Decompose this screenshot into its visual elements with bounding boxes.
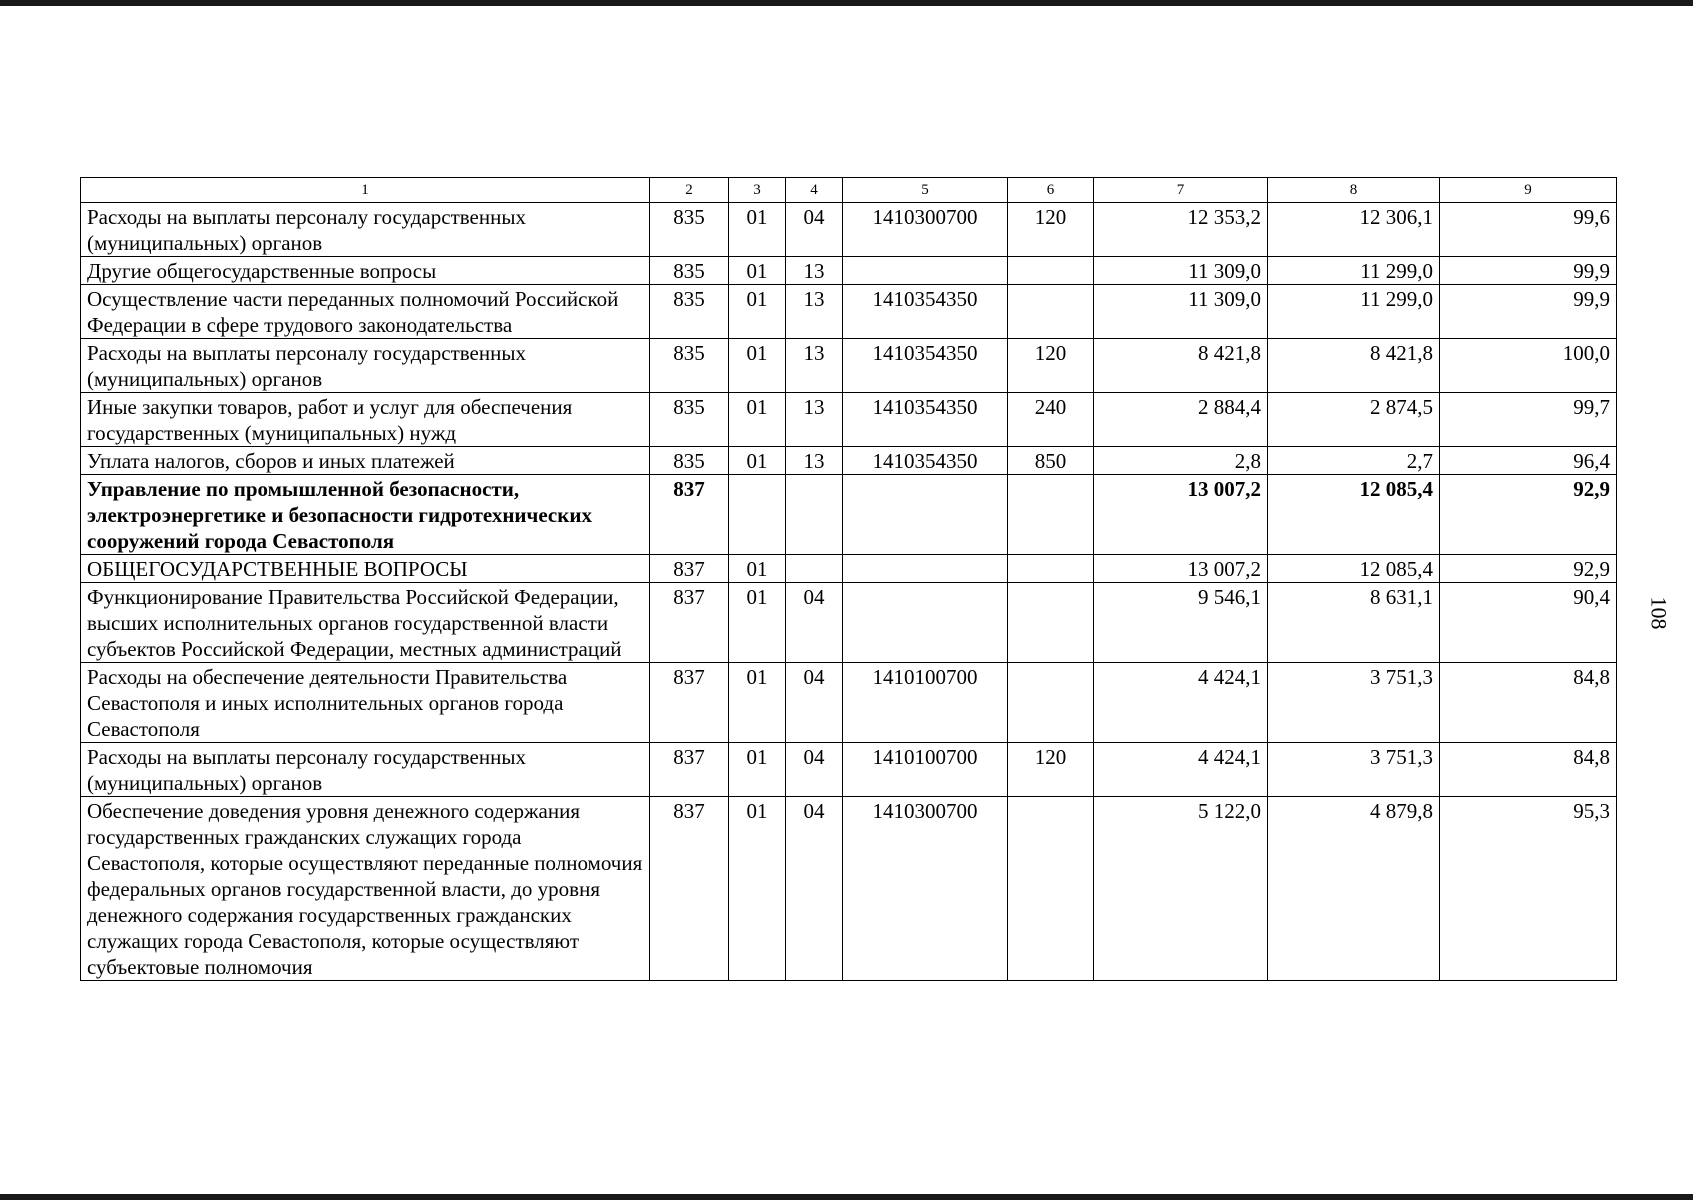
- section-code-cell: 01: [729, 663, 786, 743]
- actual-amount-cell: 12 085,4: [1268, 475, 1440, 555]
- actual-amount-cell: 11 299,0: [1268, 257, 1440, 285]
- table-row: [81, 393, 1617, 447]
- column-header: 3: [729, 178, 786, 203]
- execution-percent-cell: 99,9: [1440, 285, 1617, 339]
- row-name-cell: Другие общегосударственные вопросы: [81, 257, 650, 285]
- actual-amount-cell: 3 751,3: [1268, 743, 1440, 797]
- section-code-cell: 01: [729, 555, 786, 583]
- column-header: 9: [1440, 178, 1617, 203]
- admin-code-cell: 835: [650, 203, 729, 257]
- row-name-cell: Управление по промышленной безопасности, электроэнергетике и безопасности гидротехнических сооружений города Севастополя: [81, 475, 650, 555]
- subsection-code-cell: 13: [786, 339, 843, 393]
- section-code-cell: 01: [729, 447, 786, 475]
- expense-type-cell: [1008, 285, 1094, 339]
- expense-type-cell: 120: [1008, 203, 1094, 257]
- table-row: [81, 555, 1617, 583]
- subsection-code-cell: 04: [786, 663, 843, 743]
- actual-amount-cell: 8 421,8: [1268, 339, 1440, 393]
- admin-code-cell: 837: [650, 797, 729, 981]
- table-row: [81, 743, 1617, 797]
- section-code-cell: 01: [729, 797, 786, 981]
- subsection-code-cell: 04: [786, 583, 843, 663]
- row-name-cell: Обеспечение доведения уровня денежного содержания государственных гражданских служащих города Севастополя, которые осуществляют переданные полномочия федеральных органов государственной власти, до уровня денежного содержания государственных гражданских служащих города Севастополя, которые осуществляют субъектовые полномочия: [81, 797, 650, 981]
- execution-percent-cell: 99,7: [1440, 393, 1617, 447]
- subsection-code-cell: 04: [786, 743, 843, 797]
- target-article-cell: 1410354350: [843, 447, 1008, 475]
- expense-type-cell: 120: [1008, 743, 1094, 797]
- budget-execution-table: [80, 177, 1617, 981]
- expense-type-cell: [1008, 257, 1094, 285]
- subsection-code-cell: [786, 475, 843, 555]
- planned-amount-cell: 4 424,1: [1094, 663, 1268, 743]
- subsection-code-cell: 13: [786, 285, 843, 339]
- target-article-cell: 1410354350: [843, 393, 1008, 447]
- planned-amount-cell: 4 424,1: [1094, 743, 1268, 797]
- actual-amount-cell: 2 874,5: [1268, 393, 1440, 447]
- target-article-cell: 1410354350: [843, 339, 1008, 393]
- column-header: 7: [1094, 178, 1268, 203]
- expense-type-cell: 850: [1008, 447, 1094, 475]
- target-article-cell: [843, 257, 1008, 285]
- planned-amount-cell: 2,8: [1094, 447, 1268, 475]
- admin-code-cell: 837: [650, 583, 729, 663]
- execution-percent-cell: 84,8: [1440, 743, 1617, 797]
- section-code-cell: 01: [729, 339, 786, 393]
- planned-amount-cell: 5 122,0: [1094, 797, 1268, 981]
- expense-type-cell: 240: [1008, 393, 1094, 447]
- expense-type-cell: [1008, 797, 1094, 981]
- target-article-cell: [843, 583, 1008, 663]
- planned-amount-cell: 8 421,8: [1094, 339, 1268, 393]
- column-header: 8: [1268, 178, 1440, 203]
- table-row: [81, 475, 1617, 555]
- table-row: [81, 285, 1617, 339]
- expense-type-cell: [1008, 663, 1094, 743]
- scan-edge-bottom: [0, 1194, 1693, 1200]
- table-row: [81, 257, 1617, 285]
- admin-code-cell: 835: [650, 257, 729, 285]
- execution-percent-cell: 99,9: [1440, 257, 1617, 285]
- row-name-cell: Расходы на обеспечение деятельности Правительства Севастополя и иных исполнительных органов города Севастополя: [81, 663, 650, 743]
- row-name-cell: Уплата налогов, сборов и иных платежей: [81, 447, 650, 475]
- target-article-cell: [843, 555, 1008, 583]
- admin-code-cell: 837: [650, 663, 729, 743]
- planned-amount-cell: 12 353,2: [1094, 203, 1268, 257]
- column-header: 1: [81, 178, 650, 203]
- expense-type-cell: [1008, 583, 1094, 663]
- planned-amount-cell: 11 309,0: [1094, 285, 1268, 339]
- admin-code-cell: 837: [650, 555, 729, 583]
- execution-percent-cell: 84,8: [1440, 663, 1617, 743]
- admin-code-cell: 835: [650, 393, 729, 447]
- actual-amount-cell: 2,7: [1268, 447, 1440, 475]
- page-number: 108: [1646, 596, 1672, 630]
- expense-type-cell: 120: [1008, 339, 1094, 393]
- row-name-cell: Расходы на выплаты персоналу государственных (муниципальных) органов: [81, 339, 650, 393]
- planned-amount-cell: 11 309,0: [1094, 257, 1268, 285]
- target-article-cell: 1410300700: [843, 797, 1008, 981]
- section-code-cell: 01: [729, 393, 786, 447]
- row-name-cell: Расходы на выплаты персоналу государственных (муниципальных) органов: [81, 203, 650, 257]
- admin-code-cell: 837: [650, 475, 729, 555]
- admin-code-cell: 835: [650, 339, 729, 393]
- target-article-cell: 1410100700: [843, 743, 1008, 797]
- row-name-cell: Осуществление части переданных полномочий Российской Федерации в сфере трудового законодательства: [81, 285, 650, 339]
- section-code-cell: 01: [729, 257, 786, 285]
- admin-code-cell: 835: [650, 447, 729, 475]
- subsection-code-cell: 04: [786, 797, 843, 981]
- section-code-cell: 01: [729, 743, 786, 797]
- section-code-cell: 01: [729, 285, 786, 339]
- subsection-code-cell: 04: [786, 203, 843, 257]
- table-row: [81, 447, 1617, 475]
- target-article-cell: 1410100700: [843, 663, 1008, 743]
- subsection-code-cell: 13: [786, 257, 843, 285]
- actual-amount-cell: 12 306,1: [1268, 203, 1440, 257]
- subsection-code-cell: 13: [786, 393, 843, 447]
- table-row: [81, 797, 1617, 981]
- table-row: [81, 663, 1617, 743]
- row-name-cell: Функционирование Правительства Российской Федерации, высших исполнительных органов государственной власти субъектов Российской Федерации, местных администраций: [81, 583, 650, 663]
- table-row: [81, 583, 1617, 663]
- subsection-code-cell: 13: [786, 447, 843, 475]
- actual-amount-cell: 8 631,1: [1268, 583, 1440, 663]
- execution-percent-cell: 99,6: [1440, 203, 1617, 257]
- table-row: [81, 339, 1617, 393]
- column-header: 2: [650, 178, 729, 203]
- column-header: 4: [786, 178, 843, 203]
- expense-type-cell: [1008, 475, 1094, 555]
- execution-percent-cell: 96,4: [1440, 447, 1617, 475]
- actual-amount-cell: 12 085,4: [1268, 555, 1440, 583]
- actual-amount-cell: 11 299,0: [1268, 285, 1440, 339]
- execution-percent-cell: 100,0: [1440, 339, 1617, 393]
- row-name-cell: Расходы на выплаты персоналу государственных (муниципальных) органов: [81, 743, 650, 797]
- planned-amount-cell: 13 007,2: [1094, 475, 1268, 555]
- execution-percent-cell: 92,9: [1440, 555, 1617, 583]
- actual-amount-cell: 4 879,8: [1268, 797, 1440, 981]
- column-header: 5: [843, 178, 1008, 203]
- scan-edge-top: [0, 0, 1693, 6]
- target-article-cell: 1410300700: [843, 203, 1008, 257]
- target-article-cell: [843, 475, 1008, 555]
- column-number-header-row: [81, 178, 1617, 203]
- row-name-cell: ОБЩЕГОСУДАРСТВЕННЫЕ ВОПРОСЫ: [81, 555, 650, 583]
- table-body: [81, 203, 1617, 981]
- section-code-cell: 01: [729, 203, 786, 257]
- column-header: 6: [1008, 178, 1094, 203]
- planned-amount-cell: 13 007,2: [1094, 555, 1268, 583]
- table-row: [81, 203, 1617, 257]
- section-code-cell: [729, 475, 786, 555]
- admin-code-cell: 837: [650, 743, 729, 797]
- execution-percent-cell: 90,4: [1440, 583, 1617, 663]
- section-code-cell: 01: [729, 583, 786, 663]
- actual-amount-cell: 3 751,3: [1268, 663, 1440, 743]
- admin-code-cell: 835: [650, 285, 729, 339]
- row-name-cell: Иные закупки товаров, работ и услуг для обеспечения государственных (муниципальных) нужд: [81, 393, 650, 447]
- execution-percent-cell: 92,9: [1440, 475, 1617, 555]
- planned-amount-cell: 9 546,1: [1094, 583, 1268, 663]
- expense-type-cell: [1008, 555, 1094, 583]
- planned-amount-cell: 2 884,4: [1094, 393, 1268, 447]
- target-article-cell: 1410354350: [843, 285, 1008, 339]
- execution-percent-cell: 95,3: [1440, 797, 1617, 981]
- subsection-code-cell: [786, 555, 843, 583]
